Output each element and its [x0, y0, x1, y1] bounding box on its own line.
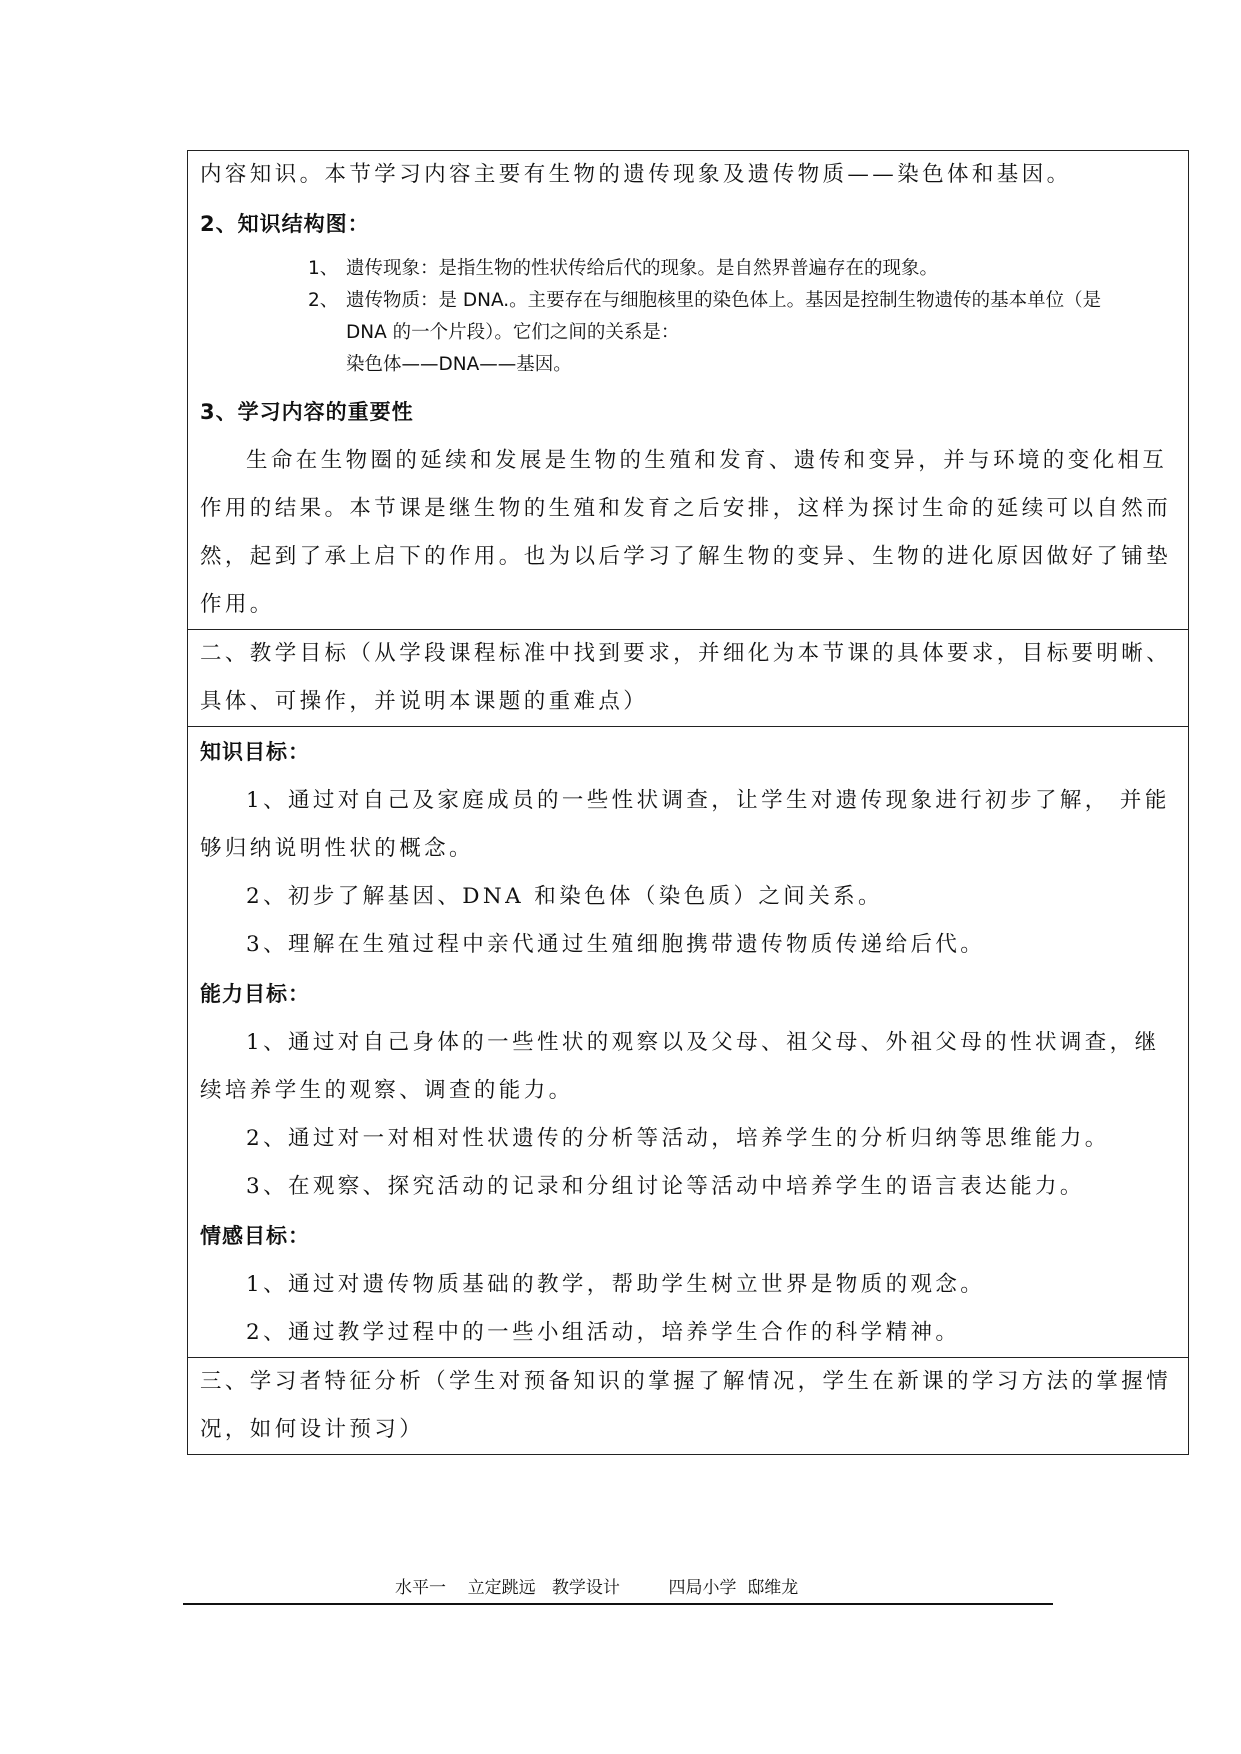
goals-cell — [188, 726, 1188, 1357]
section-title: 三、学习者特征分析（学生对预备知识的掌握了解情况，学生在新课的学习方法的掌握情况，如何设计预习） — [200, 1369, 1172, 1442]
intro-text: 内容知识。本节学习内容主要有生物的遗传现象及遗传物质——染色体和基因。 — [200, 162, 1072, 187]
teaching-goals-title-cell — [188, 629, 1188, 726]
list-item-relation: 染色体——DNA——基因。 — [346, 354, 572, 375]
importance-heading: 3、学习内容的重要性 — [200, 400, 414, 424]
emotion-goal: 1、通过对遗传物质基础的教学，帮助学生树立世界是物质的观念。 — [246, 1272, 986, 1297]
knowledge-goals-heading: 知识目标： — [200, 740, 310, 764]
ability-goals-heading: 能力目标： — [200, 982, 310, 1006]
list-item — [308, 285, 1136, 381]
knowledge-goal: 3、理解在生殖过程中亲代通过生殖细胞携带遗传物质传递给后代。 — [246, 932, 986, 957]
list-item-number: 2、 — [308, 290, 339, 311]
list-item-text: 遗传物质：是 DNA.。主要存在与细胞核里的染色体上。基因是控制生物遗传的基本单位（是 DNA 的一个片段）。它们之间的关系是： — [346, 290, 1102, 343]
knowledge-goal: 2、初步了解基因、DNA 和染色体（染色质）之间关系。 — [246, 884, 883, 909]
footer-text: 水平一 立定跳远 教学设计 四局小学 邸维龙 — [395, 1578, 799, 1598]
list-item-number: 1、 — [308, 258, 339, 279]
lesson-plan-table — [187, 150, 1189, 1455]
emotion-goal: 2、通过教学过程中的一些小组活动，培养学生合作的科学精神。 — [246, 1320, 961, 1345]
emotion-goals-heading: 情感目标： — [200, 1224, 310, 1248]
content-analysis-cell — [188, 151, 1188, 629]
ability-goal: 2、通过对一对相对性状遗传的分析等活动，培养学生的分析归纳等思维能力。 — [246, 1126, 1110, 1151]
learner-analysis-cell — [188, 1357, 1188, 1454]
ability-goal: 1、通过对自己身体的一些性状的观察以及父母、祖父母、外祖父母的性状调查，继续培养学生的观察、调查的能力。 — [200, 1030, 1160, 1103]
list-item-text: 遗传现象：是指生物的性状传给后代的现象。是自然界普遍存在的现象。 — [346, 258, 939, 279]
section-title: 二、教学目标（从学段课程标准中找到要求，并细化为本节课的具体要求，目标要明晰、具体、可操作，并说明本课题的重难点） — [200, 641, 1172, 714]
structure-list — [308, 253, 1136, 381]
knowledge-goal: 1、通过对自己及家庭成员的一些性状调查，让学生对遗传现象进行初步了解， 并能够归纳说明性状的概念。 — [200, 788, 1170, 861]
footer-rule — [183, 1603, 1053, 1605]
importance-text: 生命在生物圈的延续和发展是生物的生殖和发育、遗传和变异，并与环境的变化相互作用的结果。本节课是继生物的生殖和发育之后安排，这样为探讨生命的延续可以自然而然，起到了承上启下的作用。也为以后学习了解生物的变异、生物的进化原因做好了铺垫作用。 — [200, 448, 1172, 617]
structure-heading: 2、知识结构图： — [200, 212, 370, 236]
ability-goal: 3、在观察、探究活动的记录和分组讨论等活动中培养学生的语言表达能力。 — [246, 1174, 1085, 1199]
list-item — [308, 253, 1136, 285]
